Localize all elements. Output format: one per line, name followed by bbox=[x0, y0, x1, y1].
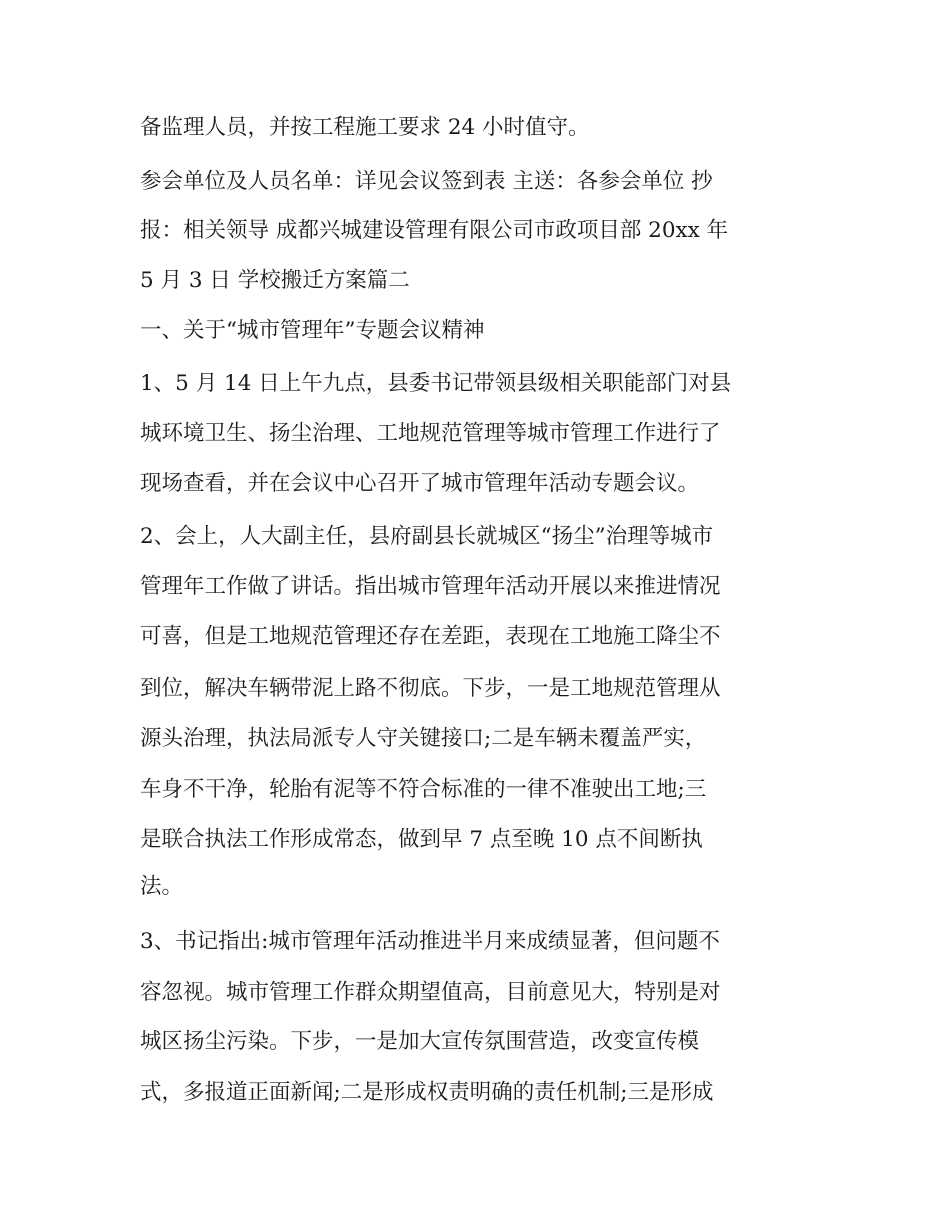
text-line: 城区扬尘污染。下步，一是加大宣传氛围营造，改变宣传模 bbox=[140, 1029, 700, 1054]
text-line: 5 月 3 日 学校搬迁方案篇二 bbox=[140, 268, 410, 293]
text-line: 报：相关领导 成都兴城建设管理有限公司市政项目部 20xx 年 bbox=[140, 218, 729, 243]
text-line: 备监理人员，并按工程施工要求 24 小时值守。 bbox=[140, 115, 590, 140]
text-line: 3、书记指出:城市管理年活动推进半月来成绩显著，但问题不 bbox=[140, 929, 720, 954]
text-line: 式，多报道正面新闻;二是形成权责明确的责任机制;三是形成 bbox=[140, 1080, 714, 1105]
text-line: 城环境卫生、扬尘治理、工地规范管理等城市管理工作进行了 bbox=[140, 421, 721, 446]
text-line: 现场查看，并在会议中心召开了城市管理年活动专题会议。 bbox=[140, 471, 700, 496]
text-line: 1、5 月 14 日上午九点，县委书记带领县级相关职能部门对县 bbox=[140, 371, 732, 396]
text-line: 源头治理，执法局派专人守关键接口;二是车辆未覆盖严实， bbox=[140, 726, 707, 751]
text-line: 管理年工作做了讲话。指出城市管理年活动开展以来推进情况 bbox=[140, 574, 721, 599]
text-line: 可喜，但是工地规范管理还存在差距，表现在工地施工降尘不 bbox=[140, 624, 721, 649]
text-line: 到位，解决车辆带泥上路不彻底。下步，一是工地规范管理从 bbox=[140, 676, 721, 701]
section-heading: 一、关于“城市管理年”专题会议精神 bbox=[140, 318, 485, 343]
text-line: 是联合执法工作形成常态，做到早 7 点至晚 10 点不间断执 bbox=[140, 827, 703, 852]
text-line: 容忽视。城市管理工作群众期望值高，目前意见大，特别是对 bbox=[140, 980, 721, 1005]
text-line: 车身不干净，轮胎有泥等不符合标准的一律不准驶出工地;三 bbox=[140, 777, 707, 802]
text-line: 参会单位及人员名单：详见会议签到表 主送：各参会单位 抄 bbox=[140, 169, 713, 194]
text-line: 法。 bbox=[140, 874, 184, 899]
text-line: 2、会上，人大副主任，县府副县长就城区“扬尘”治理等城市 bbox=[140, 524, 714, 549]
